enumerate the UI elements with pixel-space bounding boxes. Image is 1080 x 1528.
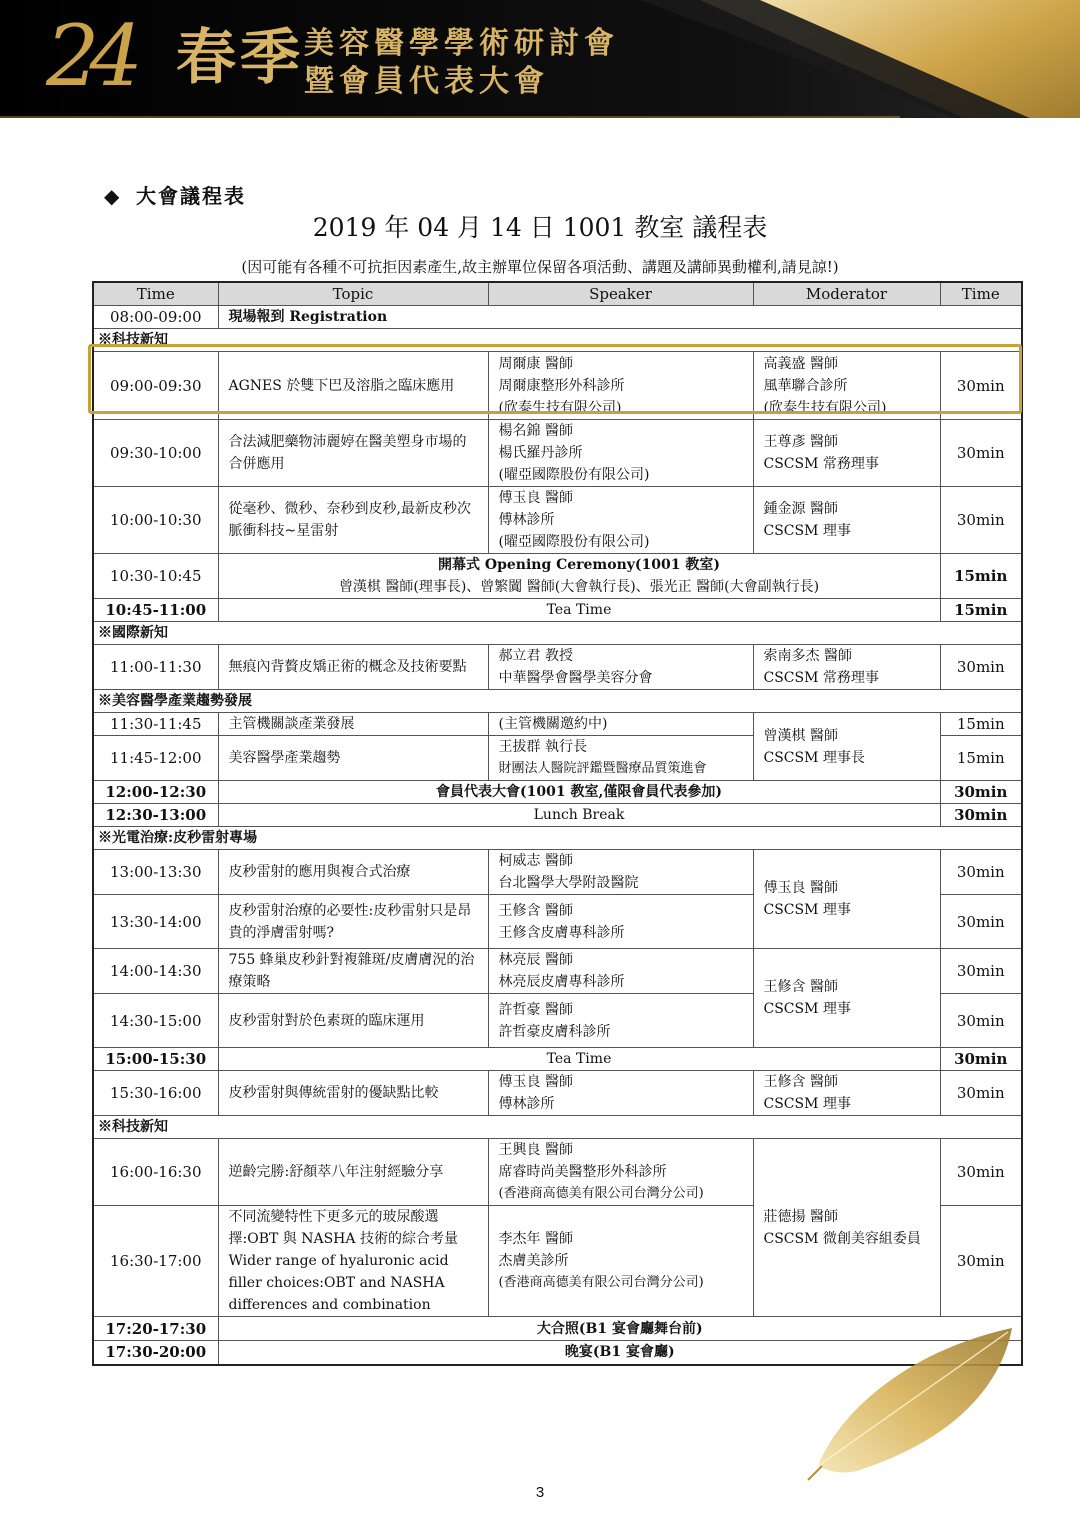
duration-cell: 30min bbox=[940, 1139, 1022, 1206]
moderator-cell bbox=[753, 1139, 940, 1317]
speaker-name: 郝立君 教授 bbox=[498, 648, 573, 664]
time-cell: 15:30-16:00 bbox=[93, 1071, 218, 1116]
time-cell: 12:30-13:00 bbox=[93, 804, 218, 827]
speaker-name: 王拔群 執行長 bbox=[498, 739, 587, 755]
topic-cell: 主管機關談產業發展 bbox=[218, 713, 488, 736]
section-label: ※光電治療:皮秒雷射專場 bbox=[93, 827, 1022, 850]
duration-cell: 30min bbox=[940, 994, 1022, 1048]
header-duration: Time bbox=[940, 282, 1022, 306]
time-cell: 10:00-10:30 bbox=[93, 487, 218, 554]
speaker-name: 李杰年 醫師 bbox=[498, 1231, 573, 1247]
moderator-name: 莊德揚 醫師 bbox=[763, 1208, 838, 1225]
table-row bbox=[93, 420, 1022, 487]
table-row bbox=[93, 306, 1022, 329]
topic-cell: 逆齡完勝:舒顏萃八年注射經驗分享 bbox=[218, 1139, 488, 1206]
moderator-name: 王修含 醫師 bbox=[763, 979, 838, 995]
section-label: ※科技新知 bbox=[93, 329, 1022, 352]
duration-cell: 30min bbox=[940, 804, 1022, 827]
topic-cell: 無痕內背贅皮矯正術的概念及技術要點 bbox=[218, 645, 488, 690]
section-row bbox=[93, 622, 1022, 645]
moderator-affiliation: CSCSM 常務理事 bbox=[763, 670, 879, 686]
table-row bbox=[93, 804, 1022, 827]
banner-season: 春季 bbox=[176, 23, 304, 93]
duration-cell: 30min bbox=[940, 850, 1022, 895]
speaker-name: 柯威志 醫師 bbox=[498, 853, 573, 869]
topic-line: filler choices:OBT and NASHA bbox=[228, 1275, 445, 1291]
duration-cell: 30min bbox=[940, 949, 1022, 994]
moderator-sponsor: (欣泰生技有限公司) bbox=[763, 399, 887, 416]
topic-line: 擇:OBT 與 NASHA 技術的綜合考量 bbox=[228, 1231, 458, 1247]
table-row bbox=[93, 1048, 1022, 1071]
ceremony-title: 開幕式 Opening Ceremony(1001 教室) bbox=[438, 557, 720, 573]
break-cell: Tea Time bbox=[218, 599, 940, 622]
duration-cell: 15min bbox=[940, 713, 1022, 736]
moderator-cell bbox=[753, 645, 940, 690]
disclaimer-notice: (因可能有各種不可抗拒因素產生,故主辦單位保留各項活動、講題及講師異動權利,請見諒!) bbox=[241, 258, 839, 276]
speaker-affiliation: 傅林診所 bbox=[498, 1096, 555, 1112]
speaker-cell bbox=[488, 949, 753, 994]
time-cell: 16:00-16:30 bbox=[93, 1139, 218, 1206]
time-cell: 10:30-10:45 bbox=[93, 554, 218, 599]
topic-cell: AGNES 於雙下巴及溶脂之臨床應用 bbox=[218, 352, 488, 420]
speaker-cell bbox=[488, 645, 753, 690]
speaker-cell bbox=[488, 736, 753, 781]
time-cell: 13:30-14:00 bbox=[93, 895, 218, 949]
moderator-name: 索南多杰 醫師 bbox=[763, 648, 852, 664]
topic-cell: 合法減肥藥物沛麗婷在醫美塑身市場的合併應用 bbox=[218, 420, 488, 487]
banner-number: 24 bbox=[46, 7, 133, 105]
ceremony-hosts: 曾漢棋 醫師(理事長)、曾繁闐 醫師(大會執行長)、張光正 醫師(大會副執行長) bbox=[338, 579, 820, 595]
topic-cell: 755 蜂巢皮秒針對複雜斑/皮膚膚況的治療策略 bbox=[218, 949, 488, 994]
time-cell: 16:30-17:00 bbox=[93, 1206, 218, 1317]
time-cell: 17:30-20:00 bbox=[93, 1341, 218, 1365]
speaker-cell: (主管機關邀約中) bbox=[488, 713, 753, 736]
time-cell: 08:00-09:00 bbox=[93, 306, 218, 329]
speaker-sponsor: (曜亞國際股份有限公司) bbox=[498, 534, 650, 550]
moderator-name: 鍾金源 醫師 bbox=[763, 501, 838, 517]
moderator-affiliation: 風華聯合診所 bbox=[763, 377, 848, 394]
topic-cell: 從毫秒、微秒、奈秒到皮秒,最新皮秒次脈衝科技~星雷射 bbox=[218, 487, 488, 554]
duration-cell: 30min bbox=[940, 895, 1022, 949]
table-row bbox=[93, 599, 1022, 622]
table-row bbox=[93, 1071, 1022, 1116]
speaker-cell bbox=[488, 487, 753, 554]
speaker-cell bbox=[488, 850, 753, 895]
topic-line: Wider range of hyaluronic acid bbox=[228, 1253, 449, 1269]
time-cell: 09:30-10:00 bbox=[93, 420, 218, 487]
event-cell: 大合照(B1 宴會廳舞台前) bbox=[218, 1317, 1022, 1341]
table-row bbox=[93, 352, 1022, 420]
duration-cell: 30min bbox=[940, 1071, 1022, 1116]
speaker-affiliation: 林亮辰皮膚專科診所 bbox=[498, 974, 625, 990]
speaker-sponsor: (曜亞國際股份有限公司) bbox=[498, 467, 650, 483]
moderator-name: 曾漢棋 醫師 bbox=[763, 727, 838, 744]
topic-cell: 皮秒雷射的應用與複合式治療 bbox=[218, 850, 488, 895]
diamond-bullet-icon: ◆ bbox=[104, 184, 122, 208]
topic-cell: 美容醫學產業趨勢 bbox=[218, 736, 488, 781]
speaker-affiliation: 杰膚美診所 bbox=[498, 1253, 569, 1269]
break-cell: Lunch Break bbox=[218, 804, 940, 827]
speaker-cell bbox=[488, 420, 753, 487]
moderator-cell bbox=[753, 1071, 940, 1116]
time-cell: 12:00-12:30 bbox=[93, 781, 218, 804]
speaker-affiliation: 楊氏羅丹診所 bbox=[498, 445, 583, 461]
duration-cell: 15min bbox=[940, 599, 1022, 622]
moderator-cell bbox=[753, 487, 940, 554]
moderator-affiliation: CSCSM 理事長 bbox=[763, 749, 865, 766]
speaker-cell bbox=[488, 1071, 753, 1116]
duration-cell: 30min bbox=[940, 487, 1022, 554]
moderator-cell bbox=[753, 949, 940, 1048]
topic-cell: 皮秒雷射對於色素斑的臨床運用 bbox=[218, 994, 488, 1048]
header-speaker: Speaker bbox=[488, 282, 753, 306]
speaker-cell bbox=[488, 994, 753, 1048]
section-row bbox=[93, 690, 1022, 713]
speaker-name: 許哲豪 醫師 bbox=[498, 1001, 573, 1018]
table-row bbox=[93, 713, 1022, 736]
speaker-name: 王修含 醫師 bbox=[498, 902, 573, 919]
speaker-sponsor: (香港商高德美有限公司台灣分公司) bbox=[498, 1186, 704, 1201]
speaker-affiliation: 財團法人醫院評鑑暨醫療品質策進會 bbox=[498, 761, 707, 776]
section-label: ※科技新知 bbox=[93, 1116, 1022, 1139]
speaker-affiliation: 王修含皮膚專科診所 bbox=[498, 924, 625, 941]
speaker-affiliation: 許哲豪皮膚科診所 bbox=[498, 1023, 611, 1040]
speaker-cell bbox=[488, 1139, 753, 1206]
duration-cell: 30min bbox=[940, 781, 1022, 804]
topic-line: 不同流變特性下更多元的玻尿酸選 bbox=[228, 1209, 439, 1225]
time-cell: 13:00-13:30 bbox=[93, 850, 218, 895]
moderator-cell bbox=[753, 352, 940, 420]
speaker-affiliation: 中華醫學會醫學美容分會 bbox=[498, 670, 653, 686]
speaker-cell bbox=[488, 1206, 753, 1317]
moderator-cell bbox=[753, 420, 940, 487]
time-cell: 10:45-11:00 bbox=[93, 599, 218, 622]
break-cell: Tea Time bbox=[218, 1048, 940, 1071]
moderator-affiliation: CSCSM 微創美容組委員 bbox=[763, 1230, 921, 1247]
time-cell: 11:30-11:45 bbox=[93, 713, 218, 736]
duration-cell: 30min bbox=[940, 1206, 1022, 1317]
section-row bbox=[93, 1116, 1022, 1139]
moderator-affiliation: CSCSM 理事 bbox=[763, 902, 851, 918]
duration-cell: 15min bbox=[940, 554, 1022, 599]
duration-cell: 30min bbox=[940, 352, 1022, 420]
table-row bbox=[93, 850, 1022, 895]
section-row bbox=[93, 827, 1022, 850]
section-heading bbox=[104, 180, 246, 209]
agenda-table bbox=[92, 281, 1023, 1366]
moderator-cell bbox=[753, 713, 940, 781]
moderator-name: 傅玉良 醫師 bbox=[763, 880, 838, 896]
topic-cell: 現場報到 Registration bbox=[218, 306, 1022, 329]
section-label: ※國際新知 bbox=[93, 622, 1022, 645]
moderator-affiliation: CSCSM 常務理事 bbox=[763, 456, 879, 472]
header-time: Time bbox=[93, 282, 218, 306]
speaker-affiliation: 席睿時尚美醫整形外科診所 bbox=[498, 1164, 667, 1180]
speaker-sponsor: (香港商高德美有限公司台灣分公司) bbox=[498, 1275, 704, 1290]
speaker-affiliation: 台北醫學大學附設醫院 bbox=[498, 875, 639, 891]
speaker-sponsor: (欣泰生技有限公司) bbox=[498, 399, 622, 416]
header-banner bbox=[0, 0, 1080, 118]
time-cell: 11:00-11:30 bbox=[93, 645, 218, 690]
duration-cell: 30min bbox=[940, 645, 1022, 690]
time-cell: 11:45-12:00 bbox=[93, 736, 218, 781]
speaker-name: 林亮辰 醫師 bbox=[498, 952, 573, 968]
speaker-cell bbox=[488, 895, 753, 949]
duration-cell: 15min bbox=[940, 736, 1022, 781]
speaker-affiliation: 周爾康整形外科診所 bbox=[498, 377, 625, 394]
banner-title-line1: 美容醫學學術研討會 bbox=[304, 26, 619, 61]
moderator-name: 王修含 醫師 bbox=[763, 1074, 838, 1090]
event-cell: 晚宴(B1 宴會廳) bbox=[218, 1341, 1022, 1365]
topic-cell: 皮秒雷射與傳統雷射的優缺點比較 bbox=[218, 1071, 488, 1116]
speaker-name: 楊名錦 醫師 bbox=[498, 423, 573, 439]
topic-cell bbox=[218, 1206, 488, 1317]
speaker-name: 王興良 醫師 bbox=[498, 1142, 573, 1158]
section-heading-text: 大會議程表 bbox=[136, 184, 246, 208]
section-row bbox=[93, 329, 1022, 352]
assembly-cell: 會員代表大會(1001 教室,僅限會員代表參加) bbox=[218, 781, 940, 804]
speaker-name: 周爾康 醫師 bbox=[498, 355, 573, 372]
moderator-affiliation: CSCSM 理事 bbox=[763, 1001, 851, 1017]
moderator-name: 高義盛 醫師 bbox=[763, 355, 838, 372]
moderator-cell bbox=[753, 850, 940, 949]
moderator-name: 王尊彥 醫師 bbox=[763, 434, 838, 450]
duration-cell: 30min bbox=[940, 1048, 1022, 1071]
table-row bbox=[93, 645, 1022, 690]
gold-leaf-decoration bbox=[800, 1320, 1020, 1490]
topic-line: differences and combination bbox=[228, 1297, 431, 1313]
table-row bbox=[93, 487, 1022, 554]
section-label: ※美容醫學產業趨勢發展 bbox=[93, 690, 1022, 713]
time-cell: 15:00-15:30 bbox=[93, 1048, 218, 1071]
moderator-affiliation: CSCSM 理事 bbox=[763, 523, 851, 539]
time-cell: 14:00-14:30 bbox=[93, 949, 218, 994]
page-title: 2019 年 04 月 14 日 1001 教室 議程表 bbox=[312, 213, 768, 242]
moderator-affiliation: CSCSM 理事 bbox=[763, 1096, 851, 1112]
table-row bbox=[93, 1139, 1022, 1206]
page-number: 3 bbox=[535, 1484, 545, 1501]
time-cell: 17:20-17:30 bbox=[93, 1317, 218, 1341]
table-row bbox=[93, 554, 1022, 599]
speaker-affiliation: 傅林診所 bbox=[498, 512, 555, 528]
header-moderator: Moderator bbox=[753, 282, 940, 306]
table-header-row bbox=[93, 282, 1022, 306]
speaker-cell bbox=[488, 352, 753, 420]
table-row bbox=[93, 949, 1022, 994]
banner-title-line2: 暨會員代表大會 bbox=[304, 64, 549, 99]
time-cell: 14:30-15:00 bbox=[93, 994, 218, 1048]
speaker-name: 傅玉良 醫師 bbox=[498, 490, 573, 506]
time-cell: 09:00-09:30 bbox=[93, 352, 218, 420]
ceremony-cell bbox=[218, 554, 940, 599]
table-row bbox=[93, 781, 1022, 804]
speaker-name: 傅玉良 醫師 bbox=[498, 1074, 573, 1090]
topic-cell: 皮秒雷射治療的必要性:皮秒雷射只是昂貴的淨膚雷射嗎? bbox=[218, 895, 488, 949]
duration-cell: 30min bbox=[940, 420, 1022, 487]
header-topic: Topic bbox=[218, 282, 488, 306]
